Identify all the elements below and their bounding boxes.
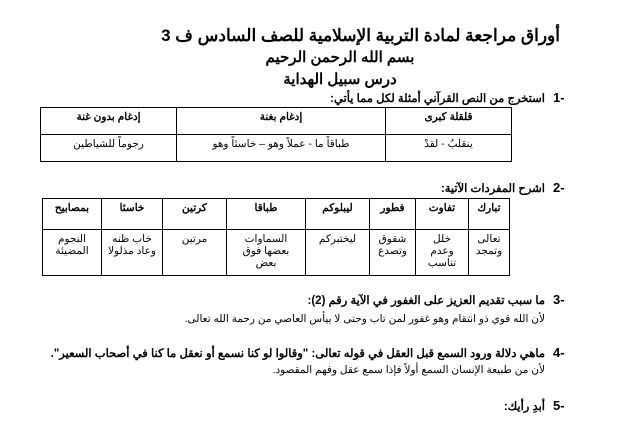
table-header: إدغام بغنة	[177, 108, 386, 135]
vocabulary-table	[42, 198, 510, 276]
document-title: أوراق مراجعة لمادة التربية الإسلامية للصف السادس ف 3	[161, 26, 560, 45]
table-header: كرتين	[163, 199, 227, 230]
answer-3: لأن الله قوي ذو انتقام وهو غفور لمن تاب وحتى لا ييأس العاصي من رحمة الله تعالى.	[184, 313, 545, 325]
table-cell: النجوم المضيئة	[43, 230, 102, 276]
table-cell: تعالى وتمجد	[469, 230, 510, 276]
table-cell: خلل وعدم تناسب	[416, 230, 469, 276]
table-header: طباقا	[227, 199, 306, 230]
answer-4: لأن من طبيعة الإنسان السمع أولاً فإذا سمع عقل وفهم المقصود.	[272, 364, 545, 376]
question-3: ما سبب تقديم العزيز على الغفور في الآية رقم (2):	[307, 295, 545, 307]
table-cell: ينقلبُ - لقدْ	[386, 135, 512, 162]
question-5: أبدِ رأيك:	[503, 401, 545, 413]
question-number: 1-	[553, 90, 565, 105]
question-1: استخرج من النص القرآني أمثلة لكل مما يأتي:	[330, 93, 545, 105]
table-cell: خاب ظنه وعاد مذلولا	[102, 230, 163, 276]
table-header: تبارك	[469, 199, 510, 230]
table-header: إدغام بدون غنة	[41, 108, 177, 135]
table-cell: شقوق وتصدع	[370, 230, 416, 276]
table-header: قلقلة كبرى	[386, 108, 512, 135]
question-4: ماهي دلالة ورود السمع قبل العقل في قوله تعالى: "وقالوا لو كنا نسمع أو نعقل ما كنا في أصحاب السعير".	[50, 348, 545, 360]
question-number: 2-	[553, 180, 565, 195]
table-header: خاسئا	[102, 199, 163, 230]
table-header: فطور	[370, 199, 416, 230]
question-number: 4-	[553, 345, 565, 360]
question-number: 3-	[553, 292, 565, 307]
basmala: بسم الله الرحمن الرحيم	[265, 49, 415, 66]
question-2: اشرح المفردات الآتية:	[440, 183, 545, 195]
table-header: ليبلوكم	[306, 199, 370, 230]
table-cell: رجوماً للشياطين	[41, 135, 177, 162]
table-header: بمصابيح	[43, 199, 102, 230]
table-cell: مرتين	[163, 230, 227, 276]
table-header: تفاوت	[416, 199, 469, 230]
table-cell: ليختبركم	[306, 230, 370, 276]
tajweed-table	[40, 107, 512, 162]
table-cell: طباقاً ما - عملاً وهو – خاسئاً وهو	[177, 135, 386, 162]
lesson-title: درس سبيل الهداية	[283, 71, 397, 88]
question-number: 5-	[553, 398, 565, 413]
table-cell: السماوات بعضها فوق بعض	[227, 230, 306, 276]
